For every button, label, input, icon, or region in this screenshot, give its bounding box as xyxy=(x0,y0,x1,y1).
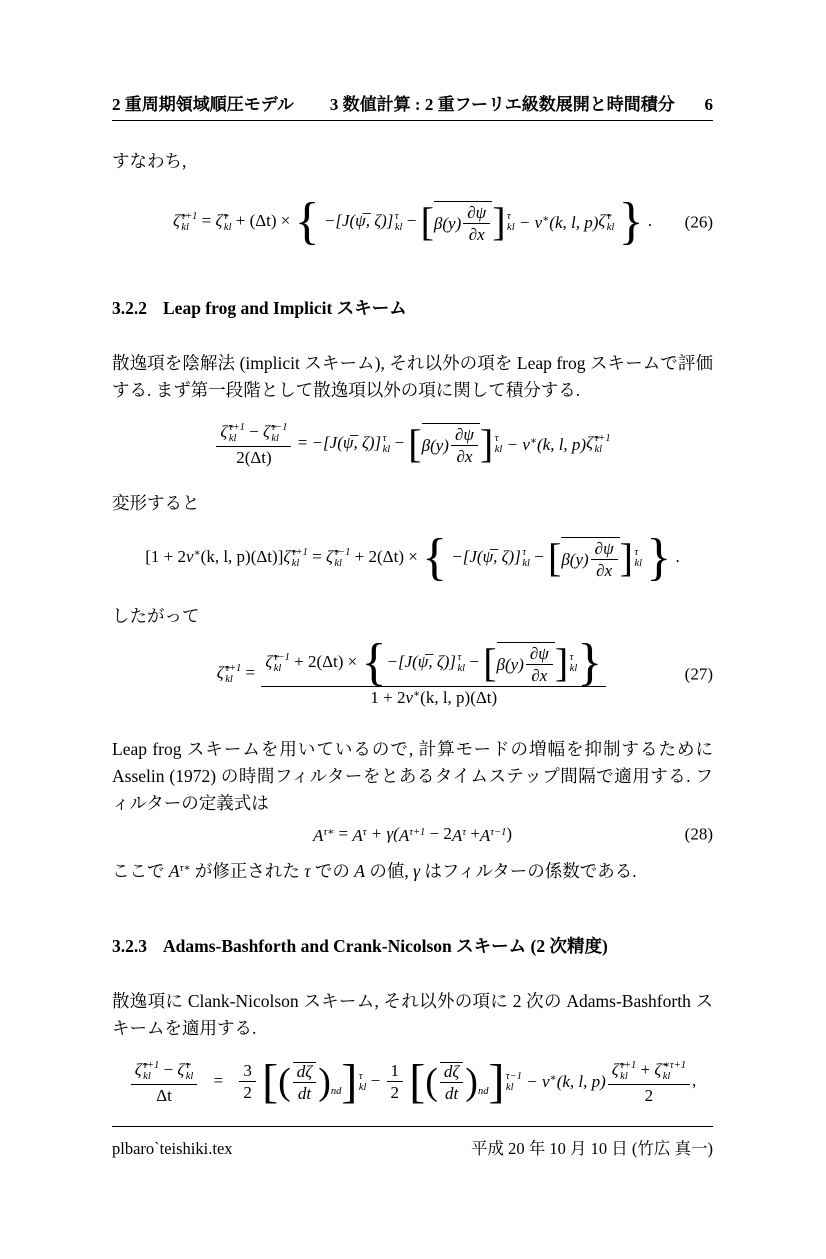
transform-text: 変形すると xyxy=(112,493,200,513)
period: . xyxy=(647,210,653,230)
jacobian-term xyxy=(324,211,403,233)
asterisk: ∗ xyxy=(413,689,421,700)
section-heading-3-2-2 xyxy=(112,295,713,320)
beta-symbol: β(y) xyxy=(433,214,462,233)
superscript: τ+1 xyxy=(181,211,198,222)
scripts xyxy=(495,433,503,455)
running-header xyxy=(112,90,713,121)
text-run: での xyxy=(310,860,355,881)
fraction xyxy=(591,540,618,579)
zeta-symbol: ζ̃ xyxy=(598,210,606,230)
equation-number-28: (28) xyxy=(684,824,713,844)
denominator: ∂x xyxy=(463,223,490,243)
a-term xyxy=(313,827,334,844)
scripts xyxy=(181,211,197,233)
overlined-group xyxy=(422,423,480,465)
minus-sign: − xyxy=(518,212,531,232)
section-title: 3 数値計算 : 2 重フーリエ級数展開と時間積分 xyxy=(329,95,675,114)
superscript: τ∗ xyxy=(179,862,191,874)
psi-bar-symbol: ψ̅ xyxy=(342,432,354,452)
subscript: kl xyxy=(394,222,403,233)
therefore-text: したがって xyxy=(112,606,200,626)
superscript: τ xyxy=(457,652,462,663)
equals-sign: = xyxy=(338,824,349,843)
page-number: 6 xyxy=(704,95,713,114)
numerator: ζ̃ τ−1 kl + 2(Δt) × {−[J(ψ̅, ζ)] τ kl − [ β(y) $\frac{\partial\psi}{\partial x}$ ] τ kl } xyxy=(265,634,603,691)
jacobian-term xyxy=(386,652,465,674)
numerator xyxy=(216,422,291,446)
zeta-symbol: ζ̃ xyxy=(172,210,180,230)
asterisk: ∗ xyxy=(193,547,201,559)
superscript: τ xyxy=(522,547,527,558)
equation-27 xyxy=(112,634,713,707)
text-run: はフィルターの係数である. xyxy=(419,860,637,881)
zeta-symbol: ζ̃ xyxy=(263,421,270,441)
nu-symbol: ν xyxy=(534,212,543,232)
denominator xyxy=(261,686,606,706)
zeta-symbol: ζ̃ xyxy=(177,1059,185,1079)
psi-bar-symbol: ψ̅ xyxy=(355,210,366,230)
gamma-symbol: γ xyxy=(413,860,420,881)
scripts xyxy=(458,652,466,674)
jacobian-open: −[J( xyxy=(386,651,418,671)
main-fraction xyxy=(261,634,606,707)
subscript: kl xyxy=(228,433,237,444)
nu-symbol: ν xyxy=(405,688,414,707)
nu-symbol: ν xyxy=(522,434,530,454)
nu-term xyxy=(519,214,599,231)
subscript: kl xyxy=(634,558,643,569)
period: . xyxy=(675,546,680,566)
gamma-open: + γ( xyxy=(370,824,399,843)
zeta-symbol: ζ̃ xyxy=(216,662,224,682)
minus-sign: − xyxy=(406,210,417,230)
denominator: ∂x xyxy=(526,664,553,684)
superscript: τ+1 xyxy=(228,422,245,433)
coefficient-close: (k, l, p)(Δt)] xyxy=(200,546,284,566)
zeta-symbol: ζ̃ xyxy=(586,432,593,452)
denominator: 2 xyxy=(608,1084,690,1104)
asterisk: ∗ xyxy=(549,1073,557,1085)
scripts xyxy=(186,1060,194,1082)
numerator xyxy=(608,1060,690,1084)
document-page xyxy=(0,90,826,1259)
zeta-symbol: ζ̃ xyxy=(215,210,223,230)
beta-symbol: β(y) xyxy=(421,436,449,455)
page-footer xyxy=(112,1126,713,1159)
beta-term: [ β(y) $\frac{\partial\psi}{\partial x}$ ] τ kl xyxy=(420,199,515,244)
subscript: kl xyxy=(457,663,466,674)
zeta-term xyxy=(216,211,232,233)
fraction xyxy=(216,422,291,466)
a-symbol: A xyxy=(312,825,324,845)
subscript: kl xyxy=(522,558,530,569)
psi-bar-symbol: ψ̅ xyxy=(417,651,429,671)
overlined-group xyxy=(497,642,555,684)
scripts xyxy=(507,211,515,233)
zeta-term xyxy=(217,663,241,685)
jacobian-close: , ζ)] xyxy=(353,432,382,452)
zeta-term xyxy=(263,422,287,444)
zeta-symbol: ζ̃ xyxy=(283,546,291,566)
zeta-term xyxy=(326,547,350,569)
subscript: kl xyxy=(143,1070,151,1082)
subscript: kl xyxy=(505,1081,514,1093)
scripts xyxy=(359,1071,367,1093)
footer-filename: plbaro`teishiki.tex xyxy=(112,1138,233,1158)
doc-title: 2 重周期領域順圧モデル xyxy=(112,95,294,114)
equals-sign: = xyxy=(213,1070,224,1090)
numerator: ∂ψ xyxy=(454,425,474,444)
superscript: τ xyxy=(634,547,639,558)
a-symbol: A xyxy=(479,825,491,845)
superscript: τ+1 xyxy=(620,1059,637,1071)
subscript: kl xyxy=(181,222,189,233)
two-dt-times: + 2(Δt) × xyxy=(294,651,358,671)
denominator: dt xyxy=(440,1082,463,1102)
a-term xyxy=(352,827,366,844)
numerator xyxy=(131,1060,198,1084)
equation-leapfrog xyxy=(112,422,713,466)
denominator: 2(Δt) xyxy=(216,446,291,466)
equals-sign: = xyxy=(297,432,308,452)
denominator: Δt xyxy=(131,1084,198,1104)
a-symbol: A xyxy=(354,860,365,881)
equation-26: ζ̃ τ+1 kl = ζ̃ τ kl + (Δt) × { −[J(ψ̅, ζ)] τ kl − [ β(y) $\frac{\partial\psi}{\partial x}$ ] τ kl − ν∗(k, l, p)ζ̃ τ kl } . (26) xyxy=(172,193,713,250)
fraction xyxy=(451,426,478,465)
minus-sign: − xyxy=(394,432,405,452)
filtered-average-fraction xyxy=(608,1060,690,1104)
nu-symbol: ν xyxy=(542,1072,550,1092)
minus-sign: − xyxy=(163,1059,174,1079)
zeta-term xyxy=(586,433,610,455)
superscript: τ xyxy=(382,433,387,444)
text-run: の値, xyxy=(364,860,414,881)
equals-sign: = xyxy=(312,546,322,566)
equals-sign: = xyxy=(245,662,256,682)
numerator: ∂ψ xyxy=(529,644,549,663)
jacobian-term xyxy=(451,547,530,569)
section-number: 3.2.2 xyxy=(112,298,147,318)
den-args: (k, l, p)(Δt) xyxy=(420,688,498,707)
subscript: kl xyxy=(606,222,615,233)
superscript: τ xyxy=(362,826,367,838)
scripts xyxy=(607,211,615,233)
equation-adams-bashforth xyxy=(112,1054,713,1108)
tendency-term: [( $\frac{d\zeta}{dt}$ )$_{nd}$] τ kl xyxy=(262,1054,367,1108)
nd-subscript: nd xyxy=(477,1085,489,1097)
scripts xyxy=(522,547,530,569)
scripts xyxy=(292,547,308,569)
paper-page xyxy=(0,90,826,1259)
scripts xyxy=(663,1060,686,1082)
scripts xyxy=(334,547,350,569)
scripts xyxy=(594,433,610,455)
paragraph-asselin: Leap frog スキームを用いているので, 計算モードの増幅を抑制するために Asselin (1972) の時間フィルターをとあるタイムステップ間隔で適用する. フィルターの定義式は xyxy=(112,739,713,813)
paragraph-filter-note xyxy=(112,858,713,885)
klp-args: (k, l, p) xyxy=(537,434,587,454)
text-run: ここで xyxy=(112,860,169,881)
numerator: ∂ψ xyxy=(594,539,614,558)
zeta-term xyxy=(177,1060,193,1082)
subscript: kl xyxy=(273,663,282,674)
subscript: kl xyxy=(225,674,233,685)
zeta-symbol: ζ̃ xyxy=(325,546,333,566)
minus-two: − 2 xyxy=(429,824,452,843)
lead-text: すなわち, xyxy=(112,151,187,171)
jacobian-open: −[J( xyxy=(451,546,483,566)
scripts xyxy=(506,1071,522,1093)
scripts xyxy=(570,652,578,674)
subscript: kl xyxy=(507,222,515,233)
equation-transformed: [1 + 2ν∗(k, l, p)(Δt)]ζ̃ τ+1 kl = ζ̃ τ−1 kl + 2(Δt) × { −[J(ψ̅, ζ)] τ kl − [ β(y) $\frac{\partial\psi}{\partial x}$ ] τ kl } . xyxy=(145,529,680,586)
scripts xyxy=(620,1060,636,1082)
close-paren: ) xyxy=(506,824,513,843)
jacobian-close: , ζ)] xyxy=(428,651,457,671)
den-coefficient: 1 + 2 xyxy=(370,688,406,707)
minus-sign: − xyxy=(370,1070,381,1090)
beta-term: [ β(y) $\frac{\partial\psi}{\partial x}$ ] τ kl xyxy=(483,640,578,685)
zeta-term xyxy=(173,211,197,233)
fraction xyxy=(463,204,490,243)
scripts xyxy=(395,211,403,233)
nu-term xyxy=(526,1073,606,1090)
plus-sign: + xyxy=(640,1059,651,1079)
superscript: τ−1 xyxy=(271,422,288,433)
superscript: τ xyxy=(606,211,611,222)
zeta-symbol: ζ̃ xyxy=(611,1059,619,1079)
asterisk: ∗ xyxy=(529,435,537,447)
denominator: ∂x xyxy=(451,445,478,465)
superscript: τ∗ xyxy=(323,826,335,838)
scripts xyxy=(229,422,245,444)
paragraph-adams-bashforth: 散逸項に Clank-Nicolson スキーム, それ以外の項に 2 次の Adams-Bashforth スキームを適用する. xyxy=(112,990,713,1038)
denominator: dt xyxy=(293,1082,316,1102)
minus-sign: − xyxy=(249,421,259,441)
subscript: kl xyxy=(620,1070,628,1082)
klp-args: (k, l, p) xyxy=(549,212,599,232)
zeta-term xyxy=(135,1060,159,1082)
equation-number-26: (26) xyxy=(684,212,713,232)
scripts xyxy=(271,422,287,444)
tau-symbol: τ xyxy=(304,860,311,881)
zeta-term xyxy=(654,1060,686,1082)
superscript: τ xyxy=(185,1059,190,1071)
text-run: が修正された xyxy=(190,860,305,881)
a-symbol: A xyxy=(168,860,180,881)
minus-sign: − xyxy=(469,651,479,671)
subscript: kl xyxy=(358,1081,367,1093)
numerator: 3 xyxy=(243,1061,252,1081)
tendency-term: [( $\frac{d\zeta}{dt}$ )$_{nd}$] τ−1 kl xyxy=(409,1054,523,1108)
subscript: kl xyxy=(662,1070,671,1082)
section-heading-3-2-3 xyxy=(112,933,713,958)
minus-sign: − xyxy=(534,546,544,566)
zeta-term xyxy=(220,422,244,444)
paragraph-implicit-scheme: 散逸項を陰解法 (implicit スキーム), それ以外の項を Leap frog スキームで評価する. まず第一段階として散逸項以外の項に関して積分する. xyxy=(112,353,713,400)
denominator: 2 xyxy=(387,1081,404,1101)
superscript: τ xyxy=(358,1070,363,1082)
a-term xyxy=(480,827,506,844)
dt-times: + (Δt) × xyxy=(235,210,291,230)
superscript: τ−1 xyxy=(505,1070,523,1082)
nd-subscript: nd xyxy=(330,1085,342,1097)
beta-symbol: β(y) xyxy=(496,655,524,674)
coefficient-one-half xyxy=(387,1062,404,1101)
a-term xyxy=(399,827,425,844)
coefficient-open: [1 + 2 xyxy=(145,546,186,566)
superscript: τ xyxy=(394,211,399,222)
superscript: τ xyxy=(494,433,499,444)
subscript: kl xyxy=(334,558,342,569)
zeta-term xyxy=(612,1060,636,1082)
section-heading-title: Adams-Bashforth and Crank-Nicolson スキーム (2 次精度) xyxy=(163,935,608,956)
subscript: kl xyxy=(223,222,232,233)
scripts xyxy=(383,433,391,455)
jacobian-term xyxy=(312,433,391,455)
overlined-group xyxy=(561,537,619,579)
asterisk: ∗ xyxy=(542,213,550,225)
nu-symbol: ν xyxy=(185,546,194,566)
a-symbol: A xyxy=(352,825,363,845)
scripts xyxy=(143,1060,159,1082)
fraction xyxy=(293,1062,316,1102)
subscript: kl xyxy=(494,444,503,455)
overlined-group xyxy=(434,201,492,243)
a-symbol: A xyxy=(451,825,463,845)
scripts xyxy=(225,663,241,685)
superscript: τ xyxy=(507,211,511,222)
equation-number-27: (27) xyxy=(684,664,713,684)
superscript: τ−1 xyxy=(273,652,290,663)
numerator: ∂ψ xyxy=(467,203,487,222)
nu-term xyxy=(507,436,587,453)
subscript: kl xyxy=(271,433,279,444)
superscript: ∗τ+1 xyxy=(662,1059,686,1071)
comma: , xyxy=(691,1070,697,1090)
zeta-term xyxy=(283,547,307,569)
superscript: τ xyxy=(462,826,467,838)
zeta-symbol: ζ̃ xyxy=(134,1059,142,1079)
superscript: τ−1 xyxy=(490,826,507,838)
fraction xyxy=(440,1062,463,1102)
superscript: τ+1 xyxy=(143,1059,160,1071)
jacobian-close: , ζ)] xyxy=(365,210,394,230)
equation-28 xyxy=(112,825,713,844)
subscript: kl xyxy=(569,663,578,674)
zeta-symbol: ζ̃ xyxy=(654,1059,662,1079)
fraction xyxy=(131,1060,198,1104)
zeta-term xyxy=(265,652,289,674)
fraction xyxy=(526,645,553,684)
footer-date-author: 平成 20 年 10 月 10 日 (竹広 真一) xyxy=(471,1138,713,1158)
a-symbol: A xyxy=(398,825,410,845)
jacobian-open: −[J( xyxy=(323,210,356,230)
klp-args: (k, l, p) xyxy=(556,1072,606,1092)
section-heading-title: Leap frog and Implicit スキーム xyxy=(163,298,407,318)
scripts xyxy=(274,652,290,674)
superscript: τ−1 xyxy=(334,547,351,558)
section-number: 3.2.3 xyxy=(112,935,147,956)
scripts xyxy=(224,211,232,233)
jacobian-close: , ζ)] xyxy=(493,546,521,566)
subscript: kl xyxy=(382,444,391,455)
zeta-symbol: ζ̃ xyxy=(265,651,273,671)
coefficient-three-halves xyxy=(239,1062,256,1101)
numerator-overlined: dζ xyxy=(293,1062,316,1082)
denominator: 2 xyxy=(239,1081,256,1101)
superscript: τ+1 xyxy=(291,547,308,558)
numerator: 1 xyxy=(390,1061,399,1081)
minus-sign: − xyxy=(506,434,519,454)
subscript: kl xyxy=(185,1070,194,1082)
zeta-symbol: ζ̃ xyxy=(220,421,228,441)
jacobian-open: −[J( xyxy=(311,432,343,452)
scripts xyxy=(634,547,642,569)
beta-term: [ β(y) $\frac{\partial\psi}{\partial x}$ ] τ kl xyxy=(548,535,643,580)
subscript: kl xyxy=(594,444,603,455)
superscript: τ xyxy=(223,211,228,222)
equals-sign: = xyxy=(201,210,212,230)
beta-term: [ β(y) $\frac{\partial\psi}{\partial x}$ ] τ kl xyxy=(408,421,503,466)
beta-symbol: β(y) xyxy=(561,550,589,569)
plus-sign: + xyxy=(470,824,480,843)
two-dt-times: + 2(Δt) × xyxy=(354,546,418,566)
subscript: kl xyxy=(291,558,300,569)
superscript: τ xyxy=(569,652,574,663)
superscript: τ+1 xyxy=(225,663,242,674)
zeta-term xyxy=(598,211,614,233)
a-term xyxy=(452,827,466,844)
psi-bar-symbol: ψ̅ xyxy=(482,546,494,566)
superscript: τ+1 xyxy=(409,826,426,838)
minus-sign: − xyxy=(526,1072,538,1092)
numerator-overlined: dζ xyxy=(440,1062,463,1082)
denominator: ∂x xyxy=(591,559,618,579)
superscript: τ+1 xyxy=(594,433,611,444)
